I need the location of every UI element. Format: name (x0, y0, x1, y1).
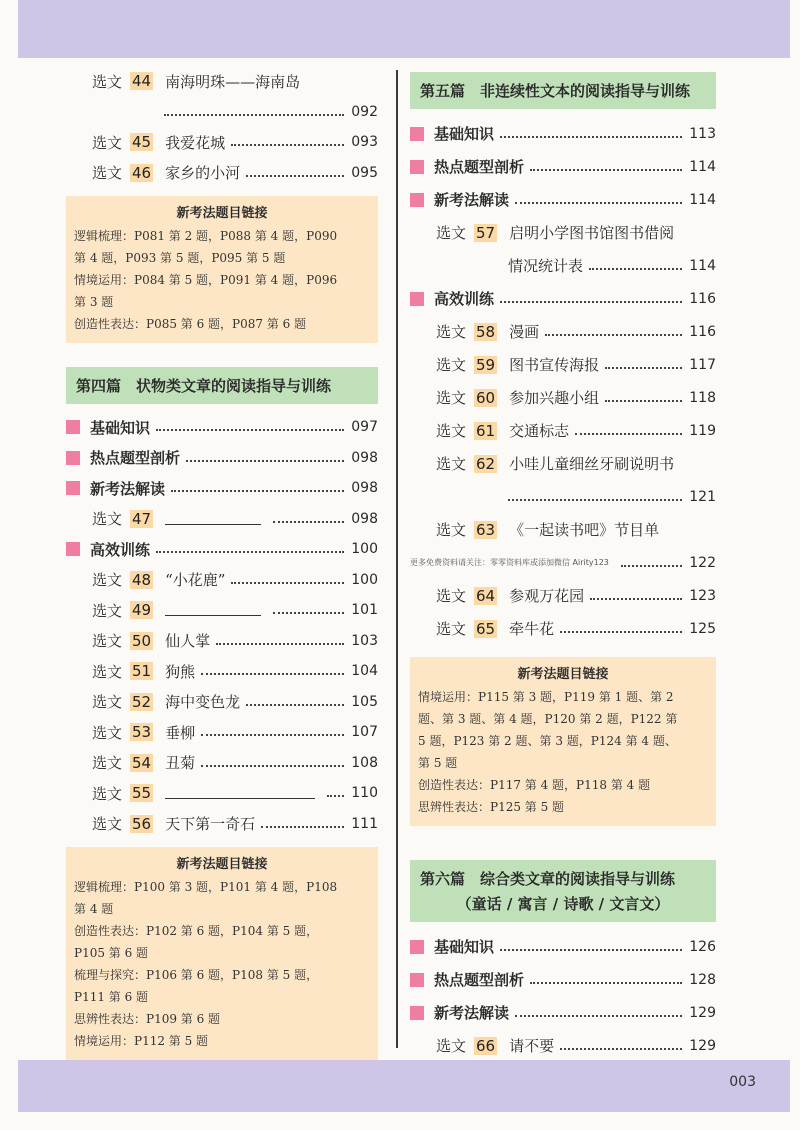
leader-dots (231, 144, 344, 146)
toc-item-53[interactable] (66, 717, 378, 748)
toc-item-52[interactable] (66, 687, 378, 718)
item-prefix: 选文 (436, 455, 467, 473)
item-page: 116 (689, 323, 716, 340)
item-number: 66 (476, 1036, 496, 1055)
item-page: 122 (689, 554, 716, 571)
item-title: 海中变色龙 (165, 693, 241, 712)
column-divider (396, 70, 398, 1048)
blank-title-line (165, 513, 261, 525)
head-label: 高效训练 (90, 540, 151, 559)
blank-title-line (165, 787, 315, 799)
bullet-square-icon (410, 193, 424, 207)
item-page: 110 (351, 785, 378, 802)
item-prefix: 选文 (436, 620, 467, 638)
item-prefix: 选文 (92, 632, 123, 651)
toc-item-58[interactable] (410, 315, 716, 348)
item-number: 46 (132, 163, 152, 182)
box-line: 逻辑梳理：P100 第 3 题，P101 第 4 题，P108 (74, 880, 338, 894)
toc-item-46[interactable] (66, 158, 378, 189)
leader-dots (186, 460, 344, 462)
box-line: 梳理与探究：P106 第 6 题，P108 第 5 题， (74, 968, 319, 982)
leader-dots (621, 565, 682, 567)
leader-dots (560, 1048, 682, 1050)
item-number: 55 (132, 784, 152, 803)
item-prefix: 选文 (436, 587, 467, 605)
item-prefix: 选文 (92, 510, 123, 529)
box-line: 创造性表达：P085 第 6 题，P087 第 6 题 (74, 317, 307, 331)
item-title: 交通标志 (509, 422, 570, 440)
item-page: 101 (351, 602, 378, 619)
box-title: 新考法题目链接 (517, 667, 609, 682)
item-title: 南海明珠——海南岛 (165, 72, 301, 91)
head-label: 基础知识 (434, 125, 495, 143)
item-prefix: 选文 (92, 815, 123, 834)
item-page: 125 (689, 620, 716, 637)
item-title: 参加兴趣小组 (509, 389, 600, 407)
item-title: 图书宣传海报 (509, 356, 600, 374)
leader-dots (605, 400, 682, 402)
item-title-continued: 情况统计表 (508, 257, 584, 275)
leader-dots (575, 433, 682, 435)
leader-dots (515, 202, 682, 204)
leader-dots (500, 301, 682, 303)
item-prefix: 选文 (92, 723, 123, 742)
item-number: 44 (132, 72, 152, 91)
leader-dots (515, 1015, 682, 1017)
item-number: 45 (132, 133, 152, 152)
toc-item-56[interactable] (66, 809, 378, 840)
item-prefix: 选文 (92, 693, 123, 712)
leader-dots (589, 268, 682, 270)
item-page: 100 (351, 571, 378, 588)
toc-item-44-page-line[interactable] (66, 97, 378, 128)
item-number: 47 (132, 509, 152, 528)
item-page: 095 (351, 164, 378, 181)
head-label: 热点题型剖析 (90, 449, 181, 468)
item-title: 我爱花城 (165, 133, 226, 152)
item-page: 129 (689, 1004, 716, 1021)
item-title: 家乡的小河 (165, 164, 241, 183)
leader-dots (261, 826, 344, 828)
box-line: 思辨性表达：P125 第 5 题 (418, 800, 565, 814)
item-number: 51 (132, 662, 152, 681)
box-line: P111 第 6 题 (74, 990, 149, 1004)
item-prefix: 选文 (436, 389, 467, 407)
toc-head-new-method[interactable] (410, 183, 716, 216)
item-prefix: 选文 (92, 662, 123, 681)
box-line: 第 4 题，P093 第 5 题，P095 第 5 题 (74, 251, 286, 265)
item-number: 56 (132, 814, 152, 833)
item-page: 119 (689, 422, 716, 439)
item-page: 098 (351, 449, 378, 466)
new-question-links-box (66, 847, 378, 1060)
leader-dots (590, 598, 682, 600)
toc-head-new-method[interactable] (410, 996, 716, 1029)
leader-dots (231, 582, 344, 584)
item-prefix: 选文 (92, 601, 123, 620)
leader-dots (273, 612, 344, 614)
toc-head-new-method[interactable] (66, 473, 378, 504)
item-title: 漫画 (509, 323, 540, 341)
box-line: 5 题，P123 第 2 题、第 3 题，P124 第 4 题、 (418, 734, 677, 748)
item-title: 狗熊 (165, 662, 196, 681)
box-title: 新考法题目链接 (176, 857, 268, 872)
toc-item-51[interactable] (66, 656, 378, 687)
item-title: 牵牛花 (509, 620, 555, 638)
head-label: 高效训练 (434, 290, 495, 308)
item-number: 50 (132, 631, 152, 650)
leader-dots (216, 643, 344, 645)
bullet-square-icon (66, 481, 80, 495)
leader-dots (500, 136, 682, 138)
new-question-links-box (66, 196, 378, 343)
leader-dots (545, 334, 682, 336)
box-line: 创造性表达：P102 第 6 题，P104 第 5 题， (74, 924, 319, 938)
item-title: 参观万花园 (509, 587, 585, 605)
leader-dots (508, 499, 682, 501)
head-label: 基础知识 (90, 418, 151, 437)
item-number: 61 (476, 421, 496, 440)
toc-head-basics[interactable] (66, 412, 378, 443)
item-number: 58 (476, 322, 496, 341)
item-number: 48 (132, 570, 152, 589)
box-line: 情境运用：P084 第 5 题，P091 第 4 题，P096 (74, 273, 338, 287)
leader-dots (500, 949, 682, 951)
top-band (18, 0, 790, 58)
item-number: 59 (476, 355, 496, 374)
item-prefix: 选文 (436, 323, 467, 341)
toc-item-63[interactable] (410, 513, 716, 546)
toc-item-64[interactable] (410, 579, 716, 612)
item-page: 113 (689, 125, 716, 142)
item-page: 093 (351, 134, 378, 151)
leader-dots (560, 631, 682, 633)
item-page: 098 (351, 510, 378, 527)
page-number: 003 (729, 1074, 756, 1090)
item-title: 丑菊 (165, 754, 196, 773)
item-number: 64 (476, 586, 496, 605)
box-line: 第 5 题 (418, 756, 458, 770)
item-title: 仙人掌 (165, 632, 211, 651)
item-page: 114 (689, 257, 716, 274)
toc-item-59[interactable] (410, 348, 716, 381)
toc-item-66[interactable] (410, 1029, 716, 1062)
leader-dots (605, 367, 682, 369)
toc-head-hot-types[interactable] (410, 963, 716, 996)
item-page: 107 (351, 724, 378, 741)
item-page: 118 (689, 389, 716, 406)
bullet-square-icon (410, 127, 424, 141)
head-label: 热点题型剖析 (434, 971, 525, 989)
item-title: 小哇儿童细丝牙刷说明书 (509, 455, 675, 473)
bullet-square-icon (410, 292, 424, 306)
box-line: 第 4 题 (74, 902, 114, 916)
leader-dots (273, 521, 344, 523)
item-page: 108 (351, 754, 378, 771)
bullet-square-icon (66, 542, 80, 556)
leader-dots (201, 765, 344, 767)
right-column (410, 66, 716, 1062)
leader-dots (156, 429, 344, 431)
section-5-header: 第五篇 非连续性文本的阅读指导与训练 (410, 72, 716, 109)
item-prefix: 选文 (436, 356, 467, 374)
item-prefix: 选文 (92, 754, 123, 773)
item-title: 垂柳 (165, 723, 196, 742)
item-title: 《一起读书吧》节目单 (509, 521, 660, 539)
toc-item-48[interactable] (66, 565, 378, 596)
section-6-subtitle: （童话 / 寓言 / 诗歌 / 文言文） (456, 895, 670, 913)
toc-item-61[interactable] (410, 414, 716, 447)
toc-head-training[interactable] (66, 534, 378, 565)
box-line: 逻辑梳理：P081 第 2 题，P088 第 4 题，P090 (74, 229, 338, 243)
item-title: “小花鹿” (165, 571, 226, 590)
box-line: 情境运用：P115 第 3 题，P119 第 1 题、第 2 (418, 690, 674, 704)
item-number: 63 (476, 520, 496, 539)
head-label: 新考法解读 (434, 191, 510, 209)
item-prefix: 选文 (436, 1037, 467, 1055)
box-line: P105 第 6 题 (74, 946, 149, 960)
section-6-header (410, 860, 716, 922)
leader-dots (164, 114, 344, 116)
item-prefix: 选文 (92, 164, 123, 183)
item-page: 121 (689, 488, 716, 505)
section-4-header: 第四篇 状物类文章的阅读指导与训练 (66, 367, 378, 404)
watermark-note: 更多免费资料请关注：零零资料库或添加微信 Airity123 (410, 558, 609, 567)
item-page: 116 (689, 290, 716, 307)
toc-item-50[interactable] (66, 626, 378, 657)
item-prefix: 选文 (436, 224, 467, 242)
item-page: 100 (351, 541, 378, 558)
blank-title-line (165, 604, 261, 616)
left-column (66, 66, 378, 1070)
box-line: 思辨性表达：P109 第 6 题 (74, 1012, 221, 1026)
toc-item-63-page-line[interactable] (410, 546, 716, 579)
item-page: 129 (689, 1037, 716, 1054)
toc-item-54[interactable] (66, 748, 378, 779)
item-number: 57 (476, 223, 496, 242)
box-line: 第 3 题 (74, 295, 114, 309)
box-line: 情境运用：P112 第 5 题 (74, 1034, 209, 1048)
bullet-square-icon (66, 451, 80, 465)
item-prefix: 选文 (92, 133, 123, 152)
item-number: 62 (476, 454, 496, 473)
item-prefix: 选文 (92, 72, 123, 91)
item-page: 123 (689, 587, 716, 604)
item-prefix: 选文 (436, 521, 467, 539)
item-number: 52 (132, 692, 152, 711)
toc-item-44[interactable] (66, 66, 378, 97)
bullet-square-icon (410, 160, 424, 174)
new-question-links-box (410, 657, 716, 826)
item-number: 60 (476, 388, 496, 407)
toc-item-62[interactable] (410, 447, 716, 480)
toc-item-45[interactable] (66, 127, 378, 158)
item-page: 098 (351, 480, 378, 497)
leader-dots (156, 551, 344, 553)
leader-dots (530, 982, 682, 984)
item-page: 105 (351, 693, 378, 710)
leader-dots (246, 175, 344, 177)
item-prefix: 选文 (436, 422, 467, 440)
head-label: 新考法解读 (434, 1004, 510, 1022)
item-number: 53 (132, 723, 152, 742)
toc-item-57[interactable] (410, 216, 716, 249)
section-6-title: 第六篇 综合类文章的阅读指导与训练 (420, 870, 676, 888)
item-page: 104 (351, 663, 378, 680)
item-number: 49 (132, 601, 152, 620)
item-title: 天下第一奇石 (165, 815, 256, 834)
bullet-square-icon (410, 973, 424, 987)
toc-head-basics[interactable] (410, 930, 716, 963)
leader-dots (530, 169, 682, 171)
toc-head-hot-types[interactable] (410, 150, 716, 183)
toc-head-training[interactable] (410, 282, 716, 315)
bullet-square-icon (410, 940, 424, 954)
item-number: 54 (132, 753, 152, 772)
item-page: 117 (689, 356, 716, 373)
leader-dots (171, 490, 344, 492)
toc-item-62-page-line[interactable] (410, 480, 716, 513)
toc-item-60[interactable] (410, 381, 716, 414)
toc-head-basics[interactable] (410, 117, 716, 150)
item-prefix: 选文 (92, 571, 123, 590)
item-page: 128 (689, 971, 716, 988)
bullet-square-icon (410, 1006, 424, 1020)
leader-dots (201, 673, 344, 675)
toc-item-55[interactable] (66, 778, 378, 809)
head-label: 新考法解读 (90, 479, 166, 498)
toc-item-57-continued[interactable] (410, 249, 716, 282)
head-label: 基础知识 (434, 938, 495, 956)
toc-item-47[interactable] (66, 504, 378, 535)
item-page: 103 (351, 632, 378, 649)
item-page: 092 (351, 103, 378, 120)
item-page: 114 (689, 191, 716, 208)
toc-head-hot-types[interactable] (66, 443, 378, 474)
item-page: 111 (351, 815, 378, 832)
leader-dots (201, 734, 344, 736)
bullet-square-icon (66, 420, 80, 434)
leader-dots (327, 795, 344, 797)
box-title: 新考法题目链接 (176, 206, 268, 221)
item-title: 请不要 (509, 1037, 555, 1055)
item-page: 126 (689, 938, 716, 955)
item-title: 启明小学图书馆图书借阅 (509, 224, 675, 242)
leader-dots (246, 704, 344, 706)
item-page: 114 (689, 158, 716, 175)
toc-item-65[interactable] (410, 612, 716, 645)
box-line: 创造性表达：P117 第 4 题，P118 第 4 题 (418, 778, 651, 792)
item-page: 097 (351, 419, 378, 436)
item-number: 65 (476, 619, 496, 638)
head-label: 热点题型剖析 (434, 158, 525, 176)
box-line: 题、第 3 题、第 4 题，P120 第 2 题，P122 第 (418, 712, 678, 726)
toc-item-49[interactable] (66, 595, 378, 626)
item-prefix: 选文 (92, 784, 123, 803)
